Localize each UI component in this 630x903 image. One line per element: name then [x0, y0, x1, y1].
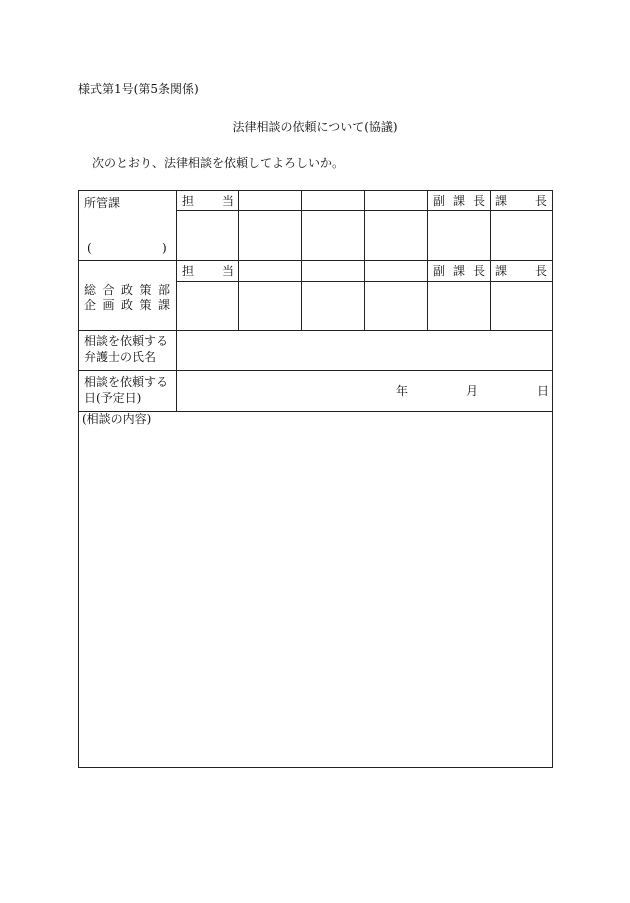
date-field[interactable] — [178, 372, 550, 409]
form-number: 様式第1号(第5条関係) — [78, 82, 199, 96]
col-line — [238, 190, 239, 330]
col-line — [364, 190, 365, 330]
section1-kacho-header: 課 長 — [495, 194, 547, 208]
section1-label: 所管課 — [84, 196, 121, 210]
lawyer-label-line1: 相談を依頼する — [84, 334, 169, 348]
content-field[interactable] — [80, 430, 550, 765]
section2-label-line2: 企 画 政 策 課 — [84, 298, 170, 312]
table-border-top — [78, 190, 553, 191]
document-title: 法律相談の依頼について(協議) — [232, 120, 398, 134]
section1-fukukacho-header: 副 課 長 — [433, 194, 485, 208]
table-border-bottom — [78, 767, 553, 768]
section2-tanto-header: 担 当 — [182, 264, 234, 278]
section1-paren-close: ) — [162, 241, 167, 255]
col-line — [490, 190, 491, 330]
col-line — [427, 190, 428, 330]
date-label-line2: 日(予定日) — [84, 391, 142, 405]
col-line — [301, 190, 302, 330]
day-label: 日 — [537, 384, 550, 398]
section1-paren-open: ( — [87, 241, 92, 255]
date-label-line1: 相談を依頼する — [84, 375, 169, 389]
lawyer-name-field[interactable] — [178, 332, 550, 368]
intro-text: 次のとおり、法律相談を依頼してよろしいか。 — [92, 156, 345, 170]
content-label: (相談の内容) — [82, 412, 152, 426]
table-border-right — [552, 190, 553, 768]
row-line — [78, 370, 553, 371]
lawyer-label-line2: 弁護士の氏名 — [84, 350, 157, 364]
section1-tanto-header: 担 当 — [182, 194, 234, 208]
table-border-left — [78, 190, 79, 768]
row-line — [78, 260, 553, 261]
year-label: 年 — [396, 384, 409, 398]
section2-fukukacho-header: 副 課 長 — [433, 264, 485, 278]
month-label: 月 — [466, 384, 479, 398]
row-line — [78, 330, 553, 331]
section2-label-line1: 総 合 政 策 部 — [84, 283, 170, 297]
label-column-divider — [176, 190, 177, 411]
section2-kacho-header: 課 長 — [495, 264, 547, 278]
